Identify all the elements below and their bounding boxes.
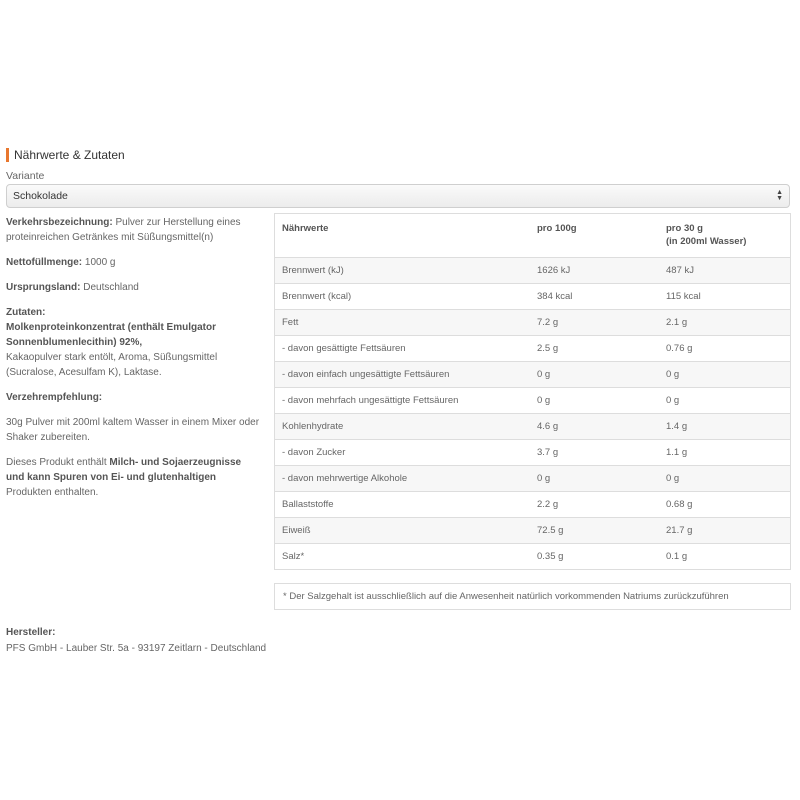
netto-label: Nettofüllmenge: (6, 257, 83, 268)
manufacturer (6, 625, 266, 657)
row-name: Kohlenhydrate (282, 421, 344, 432)
accent-bar (6, 148, 9, 162)
section-title (6, 147, 125, 163)
select-arrows-icon: ▲ ▼ (776, 189, 783, 202)
table-row (275, 361, 790, 387)
verkehrsbezeichnung (6, 215, 262, 245)
header-pro-30g-sub: (in 200ml Wasser) (666, 236, 747, 247)
row-v30: 1.4 g (666, 421, 688, 432)
row-v100: 3.7 g (537, 447, 559, 458)
verzehr-text: 30g Pulver mit 200ml kaltem Wasser in einem Mixer oder Shaker zubereiten. (6, 417, 260, 443)
header-pro-30g (660, 223, 790, 247)
netto-text: 1000 g (82, 257, 116, 268)
row-v100: 2.5 g (537, 343, 559, 354)
allergen-bold: Milch- und Sojaerzeugnisse und kann Spuren von Ei- und glutenhaltigen (6, 457, 242, 483)
row-v100: 0 g (537, 369, 551, 380)
row-v30: 0 g (666, 473, 680, 484)
row-name: Ballaststoffe (282, 499, 334, 510)
row-v30: 115 kcal (666, 291, 701, 302)
zutaten-text: Kakaopulver stark entölt, Aroma, Süßungsmittel (Sucralose, Acesulfam K), Laktase. (6, 352, 218, 378)
manufacturer-label: Hersteller: (6, 627, 56, 638)
header-pro-30g-label: pro 30 g (666, 223, 703, 234)
section-title-text: Nährwerte & Zutaten (14, 148, 125, 162)
row-v30: 0.68 g (666, 499, 693, 510)
table-row (275, 335, 790, 361)
row-name: Fett (282, 317, 299, 328)
table-row (275, 491, 790, 517)
variant-label: Variante (6, 170, 45, 182)
ursprung-text: Deutschland (80, 282, 139, 293)
zutaten (6, 305, 262, 380)
row-v100: 384 kcal (537, 291, 573, 302)
row-v100: 7.2 g (537, 317, 559, 328)
table-row (275, 543, 790, 569)
row-v30: 1.1 g (666, 447, 688, 458)
manufacturer-text: PFS GmbH - Lauber Str. 5a - 93197 Zeitlarn - Deutschland (6, 643, 267, 654)
verkehr-text: Pulver zur Herstellung eines proteinreichen Getränkes mit Süßungsmittel(n) (6, 217, 241, 243)
row-v100: 0 g (537, 473, 551, 484)
row-v30: 487 kJ (666, 265, 694, 276)
row-name: - davon mehrfach ungesättigte Fettsäuren (282, 395, 459, 406)
product-info (6, 215, 262, 510)
table-row (275, 517, 790, 543)
variant-selected-value: Schokolade (13, 190, 68, 202)
zutaten-main: Molkenproteinkonzentrat (enthält Emulgator Sonnenblumenlecithin) 92%, (6, 322, 217, 348)
row-v100: 0.35 g (537, 551, 564, 562)
row-name: - davon einfach ungesättigte Fettsäuren (282, 369, 450, 380)
row-name: - davon Zucker (282, 447, 346, 458)
ursprung-label: Ursprungsland: (6, 282, 81, 293)
row-name: - davon gesättigte Fettsäuren (282, 343, 406, 354)
row-v100: 1626 kJ (537, 265, 571, 276)
ursprungsland (6, 280, 262, 295)
allergen-post: Produkten enthalten. (6, 487, 99, 498)
row-name: Brennwert (kcal) (282, 291, 352, 302)
verzehr-label: Verzehrempfehlung: (6, 392, 103, 403)
table-row (275, 257, 790, 283)
header-naehrwerte: Nährwerte (282, 223, 329, 234)
allergen-pre: Dieses Produkt enthält (6, 457, 110, 468)
row-v30: 0 g (666, 369, 680, 380)
row-v30: 0 g (666, 395, 680, 406)
table-row (275, 309, 790, 335)
row-v100: 0 g (537, 395, 551, 406)
row-v100: 4.6 g (537, 421, 559, 432)
variant-select[interactable] (6, 184, 790, 208)
verkehr-label: Verkehrsbezeichnung: (6, 217, 113, 228)
verzehrempfehlung-text (6, 415, 262, 445)
allergen-info (6, 455, 262, 500)
row-name: - davon mehrwertige Alkohole (282, 473, 408, 484)
salt-footnote: * Der Salzgehalt ist ausschließlich auf die Anwesenheit natürlich vorkommenden Natriums zurückzuführen (274, 583, 791, 610)
row-v30: 0.1 g (666, 551, 688, 562)
table-row (275, 413, 790, 439)
table-row (275, 283, 790, 309)
row-name: Salz* (282, 551, 305, 562)
verzehrempfehlung-label-block (6, 390, 262, 405)
row-v30: 21.7 g (666, 525, 693, 536)
row-name: Brennwert (kJ) (282, 265, 344, 276)
row-v100: 72.5 g (537, 525, 564, 536)
row-name: Eiweiß (282, 525, 311, 536)
table-row (275, 387, 790, 413)
table-row (275, 439, 790, 465)
table-header (275, 214, 790, 257)
zutaten-label: Zutaten: (6, 307, 46, 318)
row-v30: 2.1 g (666, 317, 688, 328)
nutrition-table (274, 213, 791, 570)
row-v100: 2.2 g (537, 499, 559, 510)
table-row (275, 465, 790, 491)
header-pro-100g: pro 100g (537, 223, 577, 234)
nettofuellmenge (6, 255, 262, 270)
row-v30: 0.76 g (666, 343, 693, 354)
